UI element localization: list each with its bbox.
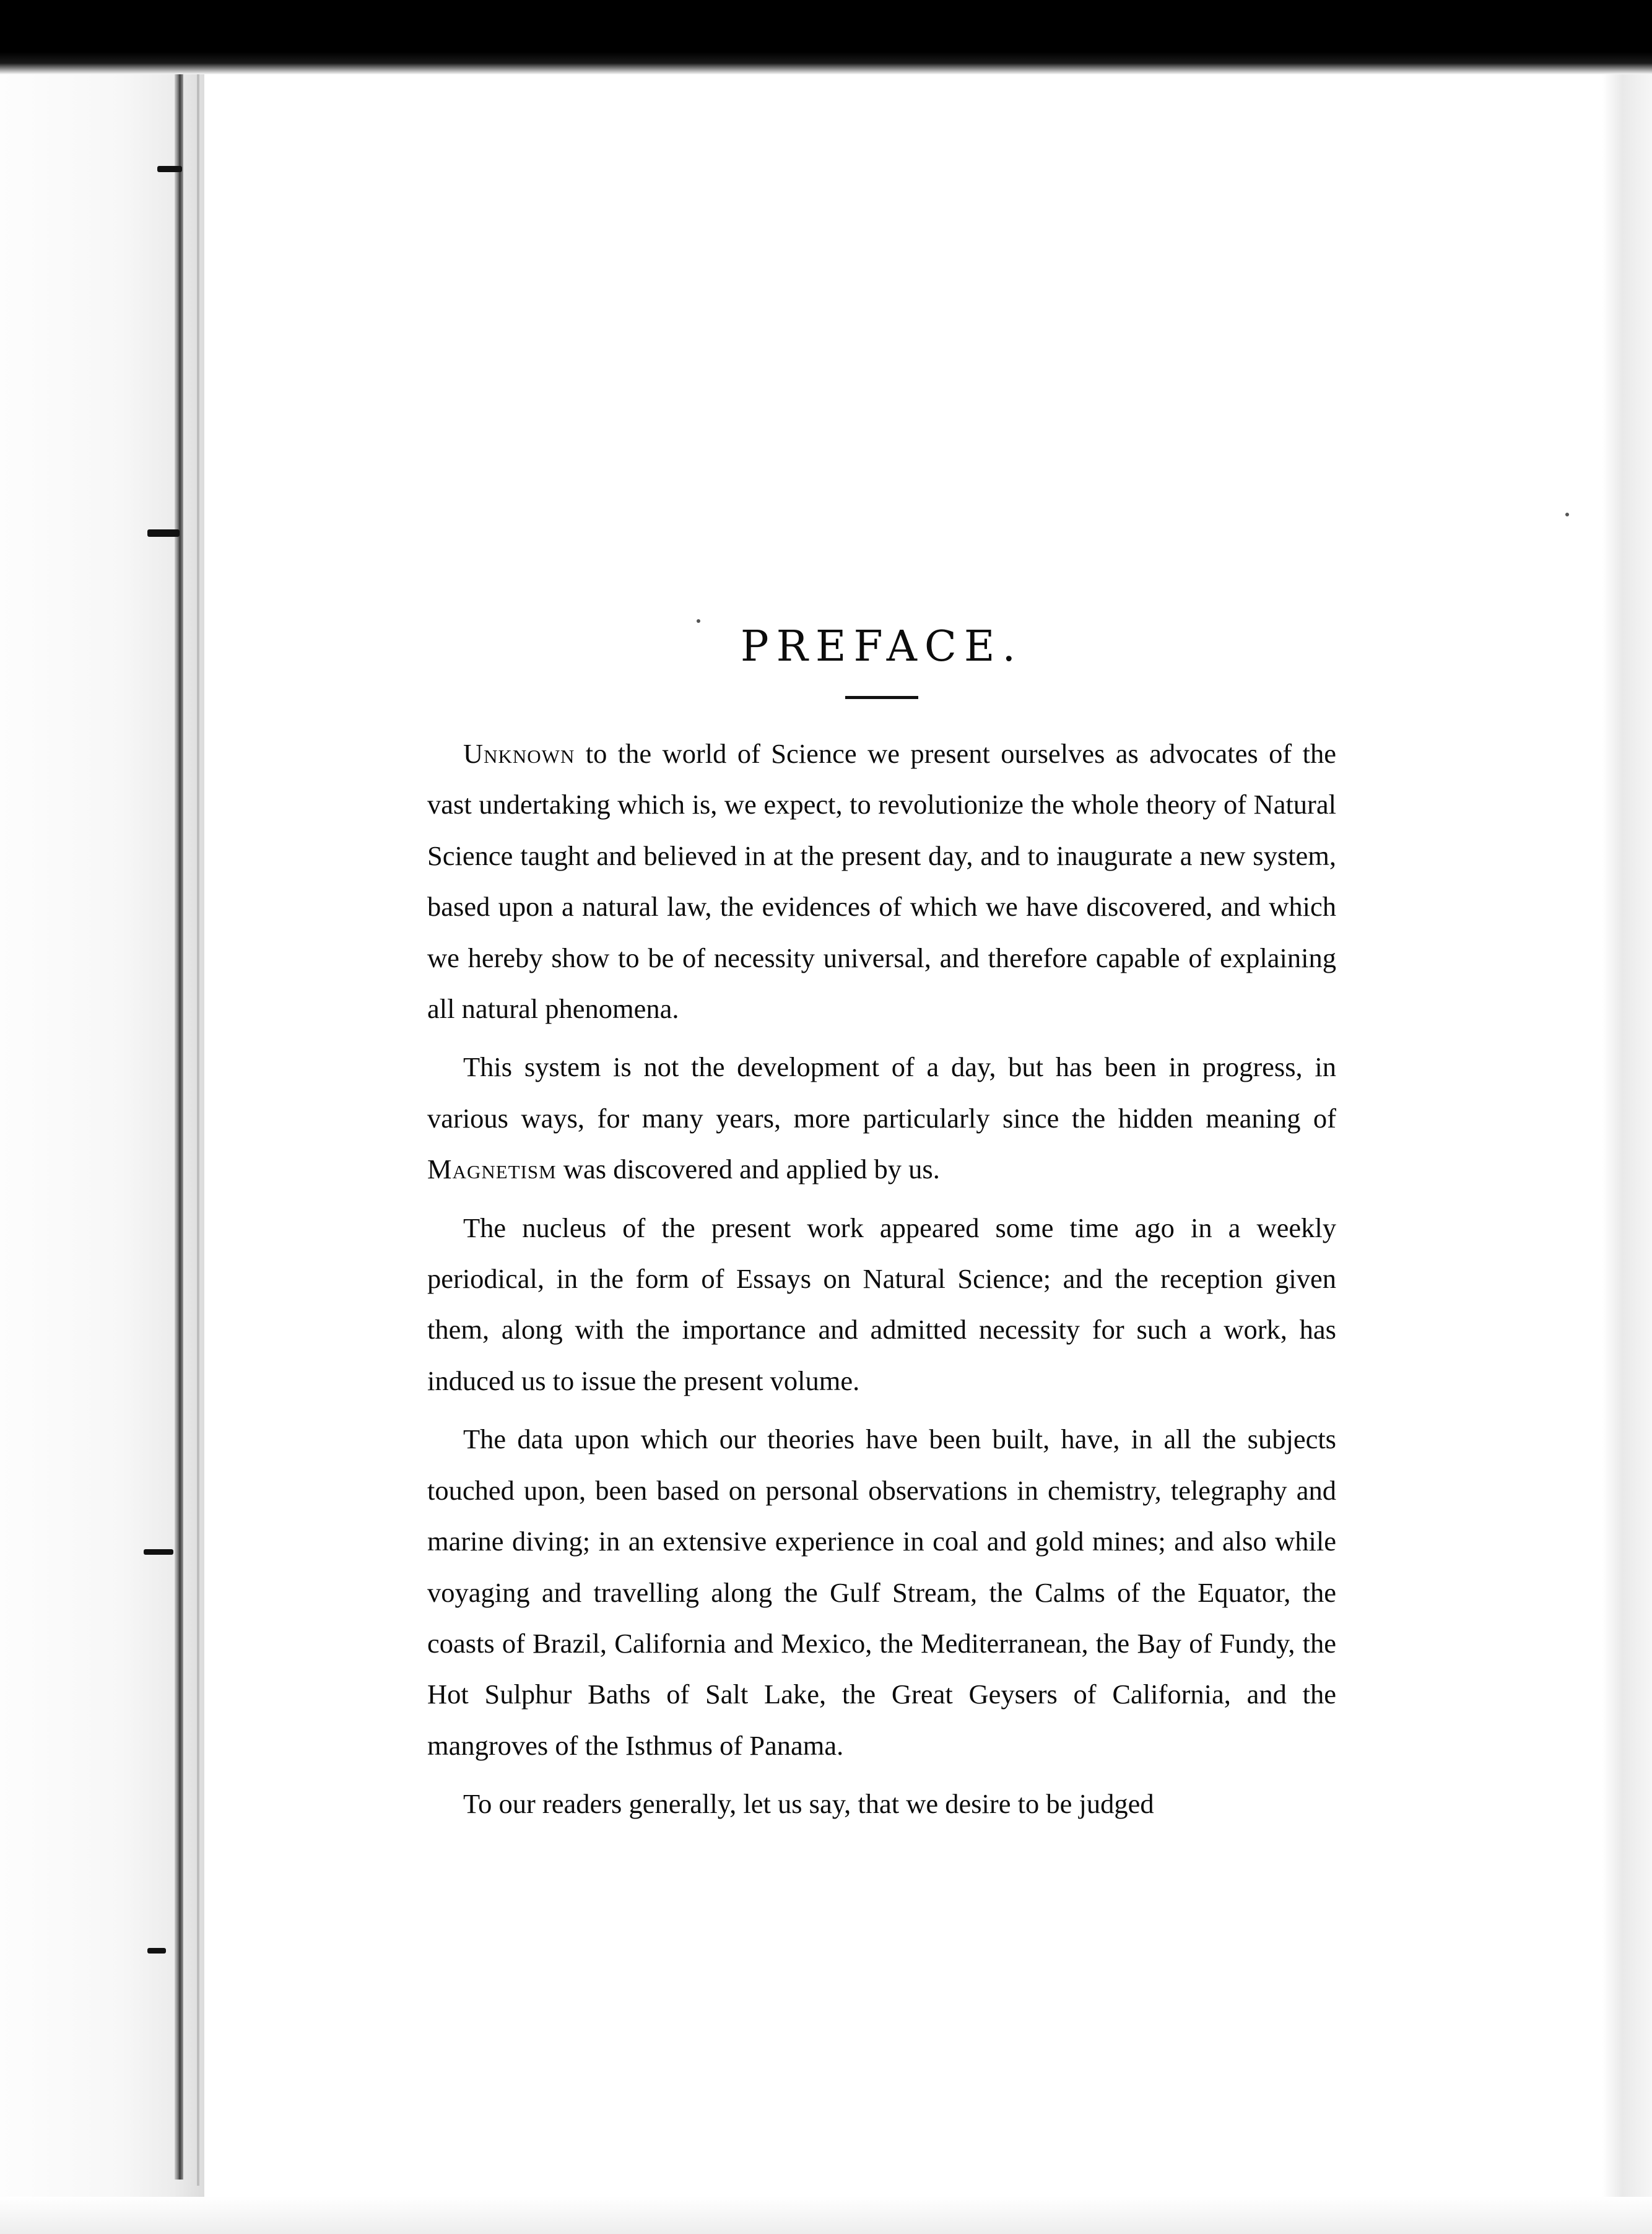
title-rule	[845, 696, 918, 699]
binding-mark	[147, 529, 180, 537]
preface-body	[427, 728, 1336, 1830]
binding-mark	[144, 1549, 173, 1555]
right-page-edge	[1602, 0, 1652, 2234]
paragraph-text: This system is not the development of a day, but has been in progress, in various ways, for many years, more particularly since the hidden meaning of	[427, 1051, 1336, 1134]
top-dark-edge	[0, 0, 1652, 74]
binding-mark	[147, 1948, 166, 1954]
paragraph-text: To our readers generally, let us say, that we desire to be judged	[463, 1788, 1154, 1820]
binding-shadow	[175, 37, 183, 2180]
small-caps-term: Magnetism	[427, 1154, 557, 1185]
ink-speck	[1565, 513, 1569, 516]
paragraph-text: was discovered and applied by us.	[556, 1154, 940, 1185]
bottom-page-edge	[0, 2197, 1652, 2234]
paragraph-text: The nucleus of the present work appeared some time ago in a weekly periodical, in the form of Essays on Natural Science; and the reception given them, along with the importance and admitted necessity for such a work, has induced us to issue the present volume.	[427, 1212, 1336, 1396]
paragraph	[427, 1778, 1336, 1829]
paragraph	[427, 1041, 1336, 1194]
page-title: PREFACE.	[740, 622, 1024, 671]
paragraph	[427, 1202, 1336, 1407]
paragraph-text: to the world of Science we present ourselves as advocates of the vast undertaking which is, we expect, to revolutionize the whole theory of Natural Science taught and believed in at the present day, and to inaugurate a new system, based upon a natural law, the evidences of which we have discovered, and which we hereby show to be of necessity universal, and therefore capable of explaining all natural phenomena.	[427, 738, 1336, 1025]
paragraph	[427, 1414, 1336, 1771]
book-gutter	[0, 0, 204, 2234]
binding-mark	[157, 166, 182, 172]
small-caps-lead: Unknown	[463, 738, 575, 769]
paragraph-text: The data upon which our theories have been built, have, in all the subjects touched upon, been based on personal observations in chemistry, telegraphy and marine diving; in an extensive experience in coal and gold mines; and also while voyaging and travelling along the Gulf Stream, the Calms of the Equator, the coasts of Brazil, California and Mexico, the Mediterranean, the Bay of Fundy, the Hot Sulphur Baths of Salt Lake, the Great Geysers of California, and the mangroves of the Isthmus of Panama.	[427, 1423, 1336, 1761]
paragraph	[427, 728, 1336, 1034]
preface-text-block	[427, 619, 1336, 1830]
